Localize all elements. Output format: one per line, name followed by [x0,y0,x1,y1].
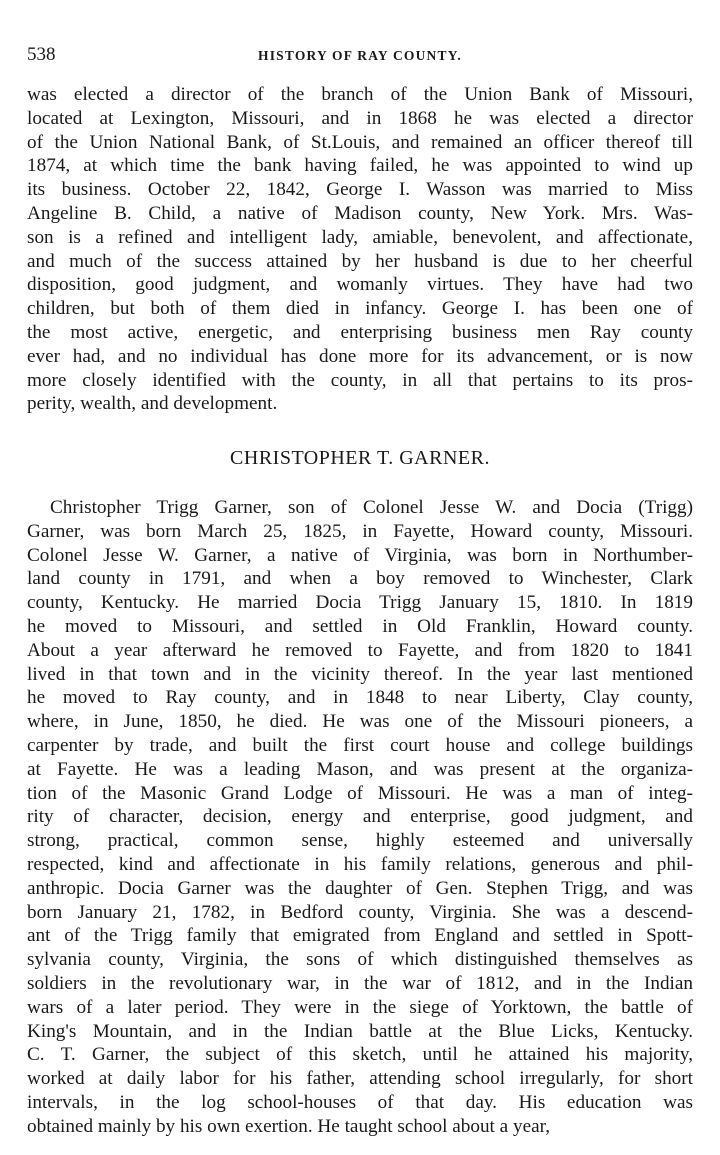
text-line: its business. October 22, 1842, George I. Wasson was married to Miss [27,179,693,201]
text-line: he moved to Ray county, and in 1848 to near Liberty, Clay county, [27,687,693,709]
text-line: strong, practical, common sense, highly esteemed and universally [27,830,693,852]
text-line: at Fayette. He was a leading Mason, and was present at the organiza- [27,758,693,780]
text-line: King's Mountain, and in the Indian battle at the Blue Licks, Kentucky. [27,1020,693,1042]
text-line: ever had, and no individual has done more for its advancement, or is now [27,345,693,367]
text-line: obtained mainly by his own exertion. He taught school about a year, [27,1115,551,1137]
text-line: rity of character, decision, energy and enterprise, good judgment, and [27,806,693,828]
text-line: 1874, at which time the bank having failed, he was appointed to wind up [27,155,693,177]
text-line: was elected a director of the branch of the Union Bank of Missouri, [27,84,693,105]
text-line: About a year afterward he removed to Fayette, and from 1820 to 1841 [27,639,693,661]
paragraph-wasson [27,83,693,416]
text-line: C. T. Garner, the subject of this sketch, until he attained his majority, [27,1044,693,1066]
text-line: disposition, good judgment, and womanly virtues. They have had two [27,274,693,296]
text-line: Colonel Jesse W. Garner, a native of Virginia, was born in Northumber- [27,544,693,566]
text-line: soldiers in the revolutionary war, in the war of 1812, and in the Indian [27,972,693,994]
page-number: 538 [27,44,56,65]
text-line: Garner, was born March 25, 1825, in Fayette, Howard county, Missouri. [27,520,693,542]
page-header [27,44,693,70]
text-line: located at Lexington, Missouri, and in 1868 he was elected a director [27,107,693,129]
text-line: worked at daily labor for his father, attending school irregularly, for short [27,1068,693,1090]
text-line: where, in June, 1850, he died. He was one of the Missouri pioneers, a [27,711,693,733]
text-line: intervals, in the log school-houses of that day. His education was [27,1091,693,1113]
text-line: and much of the success attained by her husband is due to her cheerful [27,250,693,272]
text-line: children, but both of them died in infancy. George I. has been one of [27,298,693,320]
text-line: more closely identified with the county, in all that pertains to its pros- [27,369,693,391]
text-line: sylvania county, Virginia, the sons of which distinguished themselves as [27,949,693,971]
text-line: wars of a later period. They were in the siege of Yorktown, the battle of [27,996,693,1018]
text-line: Angeline B. Child, a native of Madison county, New York. Mrs. Was- [27,202,693,224]
running-title: HISTORY OF RAY COUNTY. [258,48,462,63]
text-line: lived in that town and in the vicinity thereof. In the year last mentioned [27,663,693,685]
paragraph-garner [27,496,693,1139]
text-line: Christopher Trigg Garner, son of Colonel Jesse W. and Docia (Trigg) [50,497,693,518]
text-line: land county in 1791, and when a boy removed to Winchester, Clark [27,568,693,590]
text-line: county, Kentucky. He married Docia Trigg January 15, 1810. In 1819 [27,592,693,614]
text-line: perity, wealth, and development. [27,393,278,415]
text-line: carpenter by trade, and built the first court house and college buildings [27,734,693,756]
text-line: son is a refined and intelligent lady, amiable, benevolent, and affectionate, [27,226,693,248]
section-heading: CHRISTOPHER T. GARNER. [230,447,490,469]
text-line: respected, kind and affectionate in his family relations, generous and phil- [27,853,693,875]
text-line: anthropic. Docia Garner was the daughter of Gen. Stephen Trigg, and was [27,877,693,899]
text-line: the most active, energetic, and enterprising business men Ray county [27,321,693,343]
text-line: ant of the Trigg family that emigrated from England and settled in Spott- [27,925,693,947]
text-line: of the Union National Bank, of St.Louis, and remained an officer thereof till [27,131,693,153]
text-line: born January 21, 1782, in Bedford county, Virginia. She was a descend- [27,901,693,923]
text-line: he moved to Missouri, and settled in Old Franklin, Howard county. [27,615,693,637]
text-line: tion of the Masonic Grand Lodge of Missouri. He was a man of integ- [27,782,693,804]
